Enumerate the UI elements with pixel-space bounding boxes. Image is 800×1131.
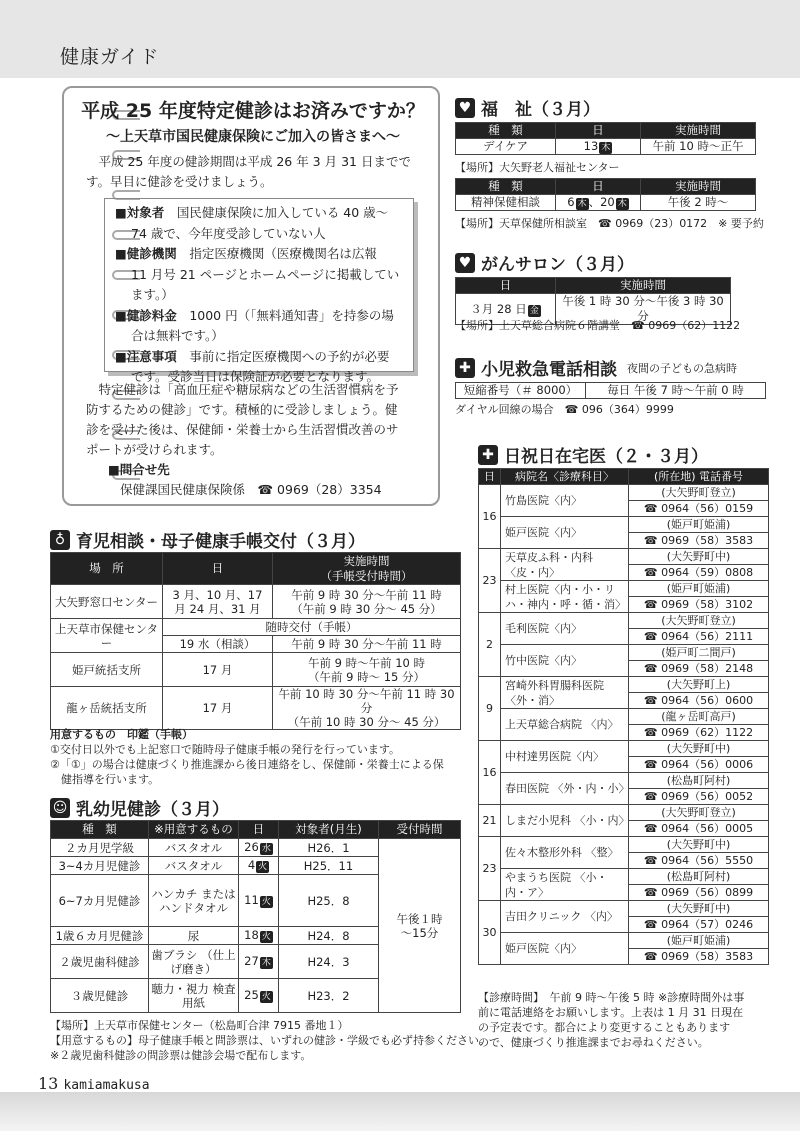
clinic-phone: ☎ 0964（56）0159 [629, 501, 769, 517]
clinic-name: 姫戸医院〈内〉 [501, 933, 629, 965]
clinic-location: (大矢野町上) [629, 677, 769, 693]
medical-cross-icon: ✚ [455, 358, 475, 378]
holiday-row [479, 773, 769, 789]
clinic-location: (大矢野町登立) [629, 485, 769, 501]
infant-notes: 【場所】上天草市保健センター（松島町合津 7915 番地１） 【用意するもの】母子健康手帳と問診票は、いずれの健診・学級でも必ず持参ください。 ※２歳児歯科健診の問診票は健診会場で配布します。 [50, 1019, 490, 1062]
clinic-location: (松島町阿村) [629, 773, 769, 789]
clinic-name: 春田医院 〈外・内・小〉 [501, 773, 629, 805]
clinic-phone: ☎ 0964（56）5550 [629, 853, 769, 869]
holiday-row [479, 677, 769, 693]
baby-bottle-icon: ♁ [50, 530, 70, 550]
clinic-name: やまうち医院 〈小・内・ア〉 [501, 869, 629, 901]
holiday-day: 23 [479, 837, 501, 901]
baby-icon: ☺ [50, 798, 70, 818]
checkup-body: 特定健診は「高血圧症や糖尿病などの生活習慣病を予 防するための健診」です。積極的に受診しましょう。健 診を受けた後は、保健師・栄養士から生活習慣改善のサ ポートが受けられます。 [86, 382, 399, 457]
checkup-details-box: ■対象者 国民健康保険に加入している 40 歳～ 74 歳で、今年度受診していない人 ■健診機関 指定医療機関（医療機関名は広報 11 月号 21 ページとホームページに掲載してい ます。） ■健診料金 1000 円（「無料通知書」を持参の場 合は無料です。） ■注意事項 事前に指定医療機関への予約が必要 です。受診当日は保険証が必要となります。 [104, 198, 414, 372]
clinic-location: (姫戸町姫浦) [629, 581, 769, 597]
clinic-name: 佐々木整形外科 〈整〉 [501, 837, 629, 869]
clinic-name: 中村達男医院〈内〉 [501, 741, 629, 773]
holiday-row [479, 613, 769, 629]
infant-heading: ☺ 乳幼児健診（３月） [50, 795, 229, 820]
welfare-place-2: 【場所】天草保健所相談室 ☎ 0969（23）0172 ※ 要予約 [455, 217, 764, 230]
welfare-heading: ♥ 福 祉（３月） [455, 95, 600, 120]
clinic-name: 村上医院〈内・小・リ ハ・神内・呼・循・消〉 [501, 581, 629, 613]
holiday-heading: ✚ 日祝日在宅医（２・３月） [478, 442, 708, 467]
holiday-table: 日 病院名〈診療科目〉 (所在地) 電話番号 16 竹島医院〈内〉 (大矢野町登立) ☎ 0964（56）0159 姫戸医院〈内〉 (姫戸町姫浦) ☎ 0969（58）3583 23 天草皮ふ科・内科 〈皮・内〉 (大矢野町中) ☎ 0964（59）0808 村上医院〈内・小・リ ハ・神内・呼・循・消〉 (姫戸町姫浦) ☎ 0969（58）3102 2 毛利医院〈内〉 (大矢野町登立) ☎ 0964（56）2111 竹中医院〈内〉 (姫戸町二間戸) ☎ 0969（58）2148 9 宮崎外科胃腸科医院 〈外・消〉 (大矢野町上) ☎ 0964（56）0600 上天草総合病院 〈内〉 (龍ヶ岳町高戸) ☎ 0969（62）1122 16 中村達男医院〈内〉 (大矢野町中) ☎ 0964（56）0006 春田医院 〈外・内・小〉 (松島町阿村) ☎ 0969（56）0052 21 しまだ小児科 〈小・内〉 (大矢野町登立) ☎ 0964（56）0005 23 佐々木整形外科 〈整〉 (大矢野町中) ☎ 0964（56）5550 やまうち医院 〈小・内・ア〉 (松島町阿村) ☎ 0969（56）0899 30 吉田クリニック 〈内〉 (大矢野町中) ☎ 0964（57）0246 姫戸医院〈内〉 (姫戸町姫浦) ☎ 0969（58）3583 [478, 468, 769, 965]
clinic-name: 姫戸医院〈内〉 [501, 517, 629, 549]
clinic-name: 天草皮ふ科・内科 〈皮・内〉 [501, 549, 629, 581]
emergency-dial: ダイヤル回線の場合 ☎ 096（364）9999 [455, 403, 674, 416]
clinic-name: 吉田クリニック 〈内〉 [501, 901, 629, 933]
welfare-table-2: 種 類 日 実施時間 精神保健相談 6 木 、20 木 午後 2 時～ [455, 178, 756, 211]
clinic-phone: ☎ 0969（62）1122 [629, 725, 769, 741]
clinic-phone: ☎ 0969（58）3102 [629, 597, 769, 613]
welfare-place-1: 【場所】大矢野老人福祉センター [455, 161, 620, 174]
holiday-row [479, 485, 769, 501]
clinic-phone: ☎ 0969（56）0899 [629, 885, 769, 901]
clinic-phone: ☎ 0969（58）3583 [629, 533, 769, 549]
clinic-phone: ☎ 0964（56）0006 [629, 757, 769, 773]
clinic-phone: ☎ 0964（56）2111 [629, 629, 769, 645]
clinic-phone: ☎ 0969（56）0052 [629, 789, 769, 805]
holiday-day: 23 [479, 549, 501, 613]
holiday-row [479, 933, 769, 949]
clinic-location: (大矢野町中) [629, 549, 769, 565]
holiday-row [479, 901, 769, 917]
checkup-card [62, 86, 440, 506]
clinic-location: (龍ヶ岳町高戸) [629, 709, 769, 725]
clinic-location: (松島町阿村) [629, 869, 769, 885]
clinic-phone: ☎ 0964（56）0600 [629, 693, 769, 709]
cancer-table: 日 実施時間 ３月 28 日 金 午後 1 時 30 分～午後 3 時 30 分 [455, 277, 731, 325]
holiday-row [479, 581, 769, 597]
checkup-title: 平成 25 年度特定健診はお済みですか？ [81, 100, 425, 122]
cancer-place: 【場所】上天草総合病院６階講堂 ☎ 0969（62）1122 [455, 319, 741, 332]
clinic-location: (大矢野町登立) [629, 805, 769, 821]
holiday-row [479, 805, 769, 821]
holiday-row [479, 869, 769, 885]
clinic-phone: ☎ 0964（56）0005 [629, 821, 769, 837]
clinic-location: (大矢野町登立) [629, 613, 769, 629]
clinic-location: (姫戸町二間戸) [629, 645, 769, 661]
checkup-intro: 平成 25 年度の健診期間は平成 26 年 3 月 31 日までで す。早目に健診を受けましょう。 [86, 154, 411, 189]
contact-value: 保健課国民健康保険係 ☎ 0969（28）3354 [120, 482, 382, 497]
infant-table: 種 類 ※用意するもの 日 対象者(月生) 受付時間 ２カ月児学級 バスタオル 26 水 H26．1 午後１時 ～15分 3~4カ月児健診 バスタオル 4 火 H25．11 6~7カ月児健診 ハンカチ または ハンドタオル 11 火 H25．8 1歳６カ月児健診 尿 18 火 H24．8 ２歳児歯科健診 歯ブラシ （仕上げ磨き） 27 木 H24．3 ３歳児健診 聴力・視力 検査用紙 25 火 H23．2 [50, 820, 461, 1013]
holiday-day: 2 [479, 613, 501, 677]
holiday-row [479, 837, 769, 853]
heart-icon: ♥ [455, 98, 475, 118]
emergency-table: 短縮番号（＃ 8000） 毎日 午後 7 時～午前 0 時 [455, 382, 766, 399]
contact-label: ■問合せ先 [108, 462, 170, 477]
holiday-row [479, 709, 769, 725]
clinic-name: 竹中医院〈内〉 [501, 645, 629, 677]
clinic-location: (姫戸町姫浦) [629, 933, 769, 949]
holiday-day: 30 [479, 901, 501, 965]
emergency-heading: ✚ 小児救急電話相談 夜間の子どもの急病時 [455, 355, 737, 380]
page-number: 13 kamiamakusa [38, 1074, 150, 1093]
clinic-name: 竹島医院〈内〉 [501, 485, 629, 517]
childcare-heading: ♁ 育児相談・母子健康手帳交付（３月） [50, 527, 365, 552]
holiday-day: 21 [479, 805, 501, 837]
clinic-phone: ☎ 0964（59）0808 [629, 565, 769, 581]
cancer-heading: ♥ がんサロン（３月） [455, 250, 634, 275]
page-header-title: 健康ガイド [60, 46, 160, 68]
clinic-location: (大矢野町中) [629, 837, 769, 853]
clinic-name: 毛利医院〈内〉 [501, 613, 629, 645]
holiday-day: 16 [479, 741, 501, 805]
footer-band [0, 1092, 800, 1131]
clinic-name: 上天草総合病院 〈内〉 [501, 709, 629, 741]
clinic-location: (大矢野町中) [629, 741, 769, 757]
checkup-subtitle: ～上天草市国民健康保険にご加入の皆さまへ～ [106, 129, 400, 145]
medical-cross-icon: ✚ [478, 445, 498, 465]
clinic-location: (姫戸町姫浦) [629, 517, 769, 533]
holiday-notes: 【診療時間】 午前 9 時～午後 5 時 ※診療時間外は事 前に電話連絡をお願いします。上表は 1 月 31 日現在 の予定表です。都合により変更することもあります ので、健康づくり推進課までお尋ねください。 [478, 991, 745, 1049]
clinic-name: 宮崎外科胃腸科医院 〈外・消〉 [501, 677, 629, 709]
holiday-day: 9 [479, 677, 501, 741]
holiday-day: 16 [479, 485, 501, 549]
clinic-name: しまだ小児科 〈小・内〉 [501, 805, 629, 837]
welfare-table-1: 種 類 日 実施時間 デイケア 13 木 午前 10 時～正午 [455, 122, 756, 155]
clinic-location: (大矢野町中) [629, 901, 769, 917]
holiday-row [479, 645, 769, 661]
heart-icon: ♥ [455, 253, 475, 273]
clinic-phone: ☎ 0969（58）3583 [629, 949, 769, 965]
clinic-phone: ☎ 0969（58）2148 [629, 661, 769, 677]
holiday-row [479, 741, 769, 757]
clinic-phone: ☎ 0964（57）0246 [629, 917, 769, 933]
holiday-row [479, 517, 769, 533]
childcare-notes: 用意するもの 印鑑（手帳） ①交付日以外でも上記窓口で随時母子健康手帳の発行を行っています。 ②「①」の場合は健康づくり推進課から後日連絡をし、保健師・栄養士による保 健指導を行います。 [50, 728, 444, 786]
holiday-row [479, 549, 769, 565]
childcare-table: 場 所 日 実施時間 （手帳受付時間） 大矢野窓口センター 3 月、10 月、17 月 24 月、31 月 午前 9 時 30 分～午前 11 時 （午前 9 時 30 分～ 45 分） 上天草市保健センター 随時交付（手帳） 19 水（相談） 午前 9 時 30 分～午前 11 時 姫戸統括支所 17 月 午前 9 時～午前 10 時 （午前 9 時～ 15 分） 龍ヶ岳統括支所 17 月 午前 10 時 30 分～午前 11 時 30 分 （午前 10 時 30 分～ 45 分） [50, 552, 461, 730]
